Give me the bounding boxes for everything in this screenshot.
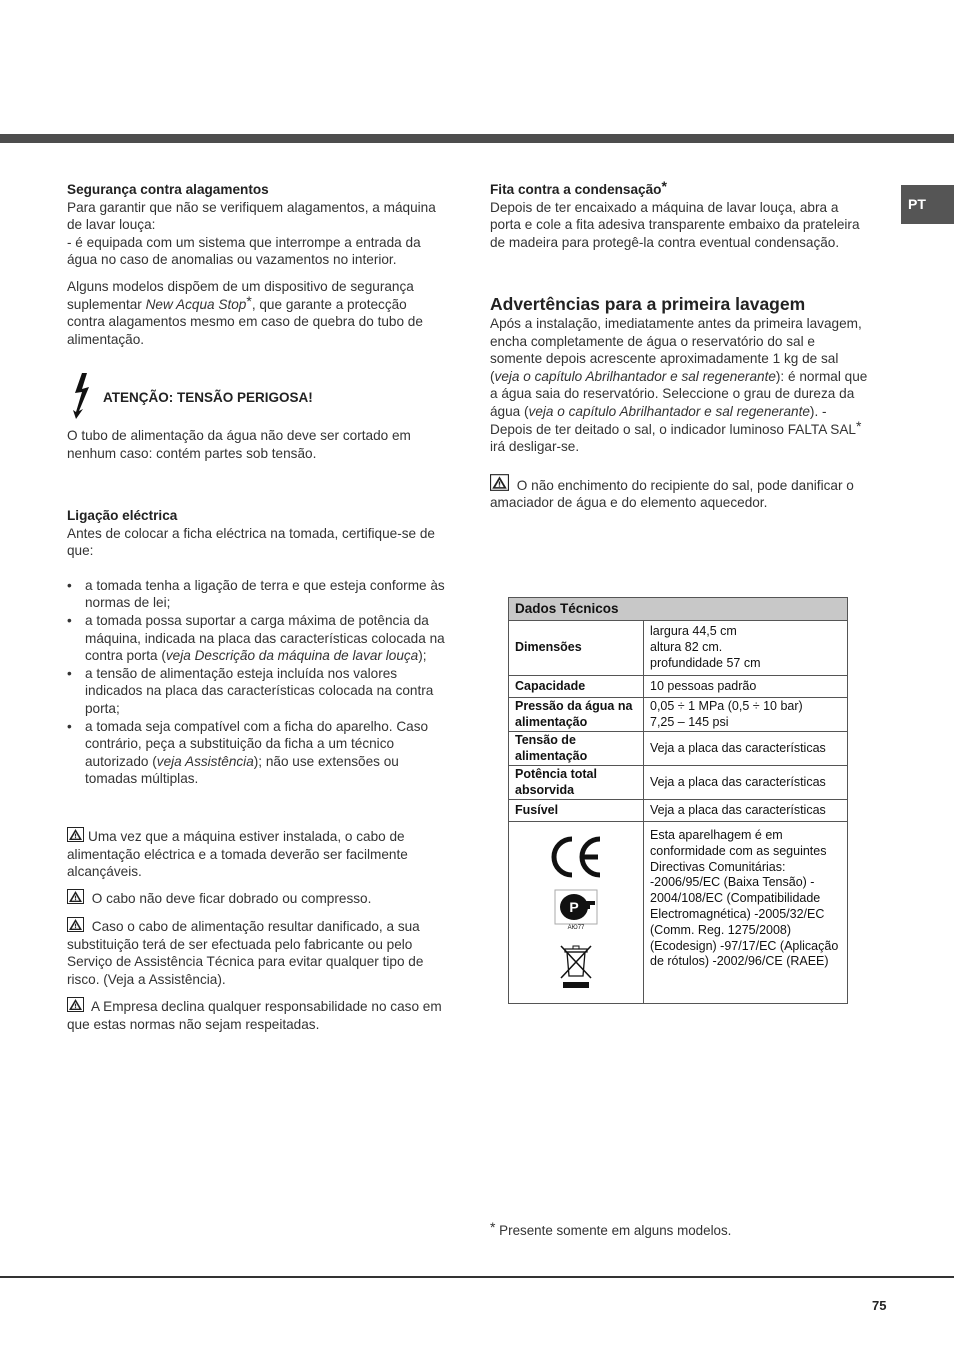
gost-r-mark-icon <box>554 889 598 925</box>
table-row: Pressão da água na alimentação 0,05 ÷ 1 MPa (0,5 ÷ 10 bar) 7,25 – 145 psi <box>509 698 848 732</box>
first-wash-section <box>490 293 870 512</box>
list-item: • a tomada seja compatível com a ficha do aparelho. Caso contrário, peça a substituição da ficha a um técnico autorizado (veja Assistência); não use extensões ou tomadas múltiplas. <box>67 718 447 788</box>
flood-p2: - é equipada com um sistema que interrompe a entrada da água no caso de anomalias ou vazamentos no interior. <box>67 234 421 268</box>
first-wash-text: Após a instalação, imediatamente antes da primeira lavagem, encha completamente de água o reservatório do sal e somente depois acrescente aproximadamente 1 kg de sal (veja o capítulo Abrilhantador e sal regenerante): é normal que a água saia do reservatório. Seleccione o grau de dureza da água (veja o capítulo Abrilhantador e sal regenerante). - Depois de ter deitado o sal, o indicador luminoso FALTA SAL* irá desligar-se. <box>490 316 868 455</box>
table-row: Fusível Veja a placa das características <box>509 800 848 822</box>
svg-text:P: P <box>569 899 579 915</box>
technical-data-table <box>508 597 848 1004</box>
danger-text: O tubo de alimentação da água não deve ser cortado em nenhum caso: contém partes sob tensão. <box>67 428 411 461</box>
warning-icon <box>67 917 84 932</box>
list-item: • a tensão de alimentação esteja incluída nos valores indicados na placa das características colocada na contra porta; <box>67 665 447 718</box>
flood-p3: Alguns modelos dispõem de um dispositivo de segurança suplementar New Acqua Stop*, que garante a protecção contra alagamentos mesmo em caso de quebra do tubo de alimentação. <box>67 278 423 347</box>
bottom-rule <box>0 1276 954 1278</box>
electric-heading: Ligação eléctrica <box>67 508 178 523</box>
top-bar <box>0 134 954 143</box>
warning-1: Uma vez que a máquina estiver instalada, o cabo de alimentação eléctrica e a tomada deverão ser facilmente alcançáveis. <box>67 829 408 880</box>
condensation-text: Depois de ter encaixado a máquina de lavar louça, abra a porta e cole a fita adesiva transparente embaixo da prateleira de madeira para protegê-la contra eventual condensação. <box>490 199 860 250</box>
flood-section <box>67 181 447 348</box>
table-row: Dimensões largura 44,5 cm altura 82 cm. profundidade 57 cm <box>509 621 848 676</box>
warning-icon <box>67 827 84 842</box>
list-item: • a tomada tenha a ligação de terra e que esteja conforme às normas de lei; <box>67 577 447 612</box>
language-tab: PT <box>901 185 954 224</box>
electric-intro: Antes de colocar a ficha eléctrica na tomada, certifique-se de que: <box>67 525 435 559</box>
page-number: 75 <box>872 1298 887 1313</box>
condensation-heading: Fita contra a condensação* <box>490 178 667 197</box>
table-title: Dados Técnicos <box>509 598 848 621</box>
warning-icon <box>67 889 84 904</box>
warning-icon <box>490 474 509 491</box>
table-row: Tensão de alimentação Veja a placa das características <box>509 732 848 766</box>
weee-bin-icon <box>558 942 594 990</box>
warning-3: Caso o cabo de alimentação resultar danificado, a sua substituição terá de ser efectuada pelo fabricante ou pelo Serviço de Assistência Técnica para evitar qualquer tipo de risco. (Veja a Assistência). <box>67 919 424 987</box>
warning-icon <box>67 997 84 1012</box>
conformity-text: Esta aparelhagem é em conformidade com as seguintes Directivas Comunitárias: -2006/95/EC (Baixa Tensão) - 2004/108/EC (Compatibilidade Electromagnética) -2005/32/EC (Comm. Reg. 1275/2008) (Ecodesign) -97/17/EC (Aplicação de rótulos) -2002/96/CE (RAEE) <box>644 822 848 1004</box>
first-wash-warning: O não enchimento do recipiente do sal, pode danificar o amaciador de água e do elemento aquecedor. <box>490 474 870 512</box>
electric-section <box>67 507 447 788</box>
first-wash-heading: Advertências para a primeira lavagem <box>490 294 806 314</box>
table-row <box>509 822 848 1004</box>
list-item: • a tomada possa suportar a carga máxima de potência da máquina, indicada na placa das características colocada na contra porta (veja Descrição da máquina de lavar louça); <box>67 612 447 665</box>
electric-list <box>67 577 447 788</box>
warning-2: O cabo não deve ficar dobrado ou compresso. <box>67 889 447 908</box>
flood-heading: Segurança contra alagamentos <box>67 182 269 197</box>
pct-code: AЮ77 <box>567 925 585 931</box>
warning-4: A Empresa declina qualquer responsabilidade no caso em que estas normas não sejam respeitadas. <box>67 999 442 1032</box>
table-row: Potência total absorvida Veja a placa das características <box>509 766 848 800</box>
flood-p1: Para garantir que não se verifiquem alagamentos, a máquina de lavar louça: <box>67 199 436 233</box>
marks-cell <box>509 822 644 1004</box>
danger-heading: ATENÇÃO: TENSÃO PERIGOSA! <box>103 390 313 405</box>
lightning-icon <box>72 373 92 419</box>
table-row: Capacidade 10 pessoas padrão <box>509 676 848 698</box>
footnote: * Presente somente em alguns modelos. <box>490 1219 732 1238</box>
ce-mark-icon <box>548 835 604 879</box>
condensation-section <box>490 178 870 251</box>
